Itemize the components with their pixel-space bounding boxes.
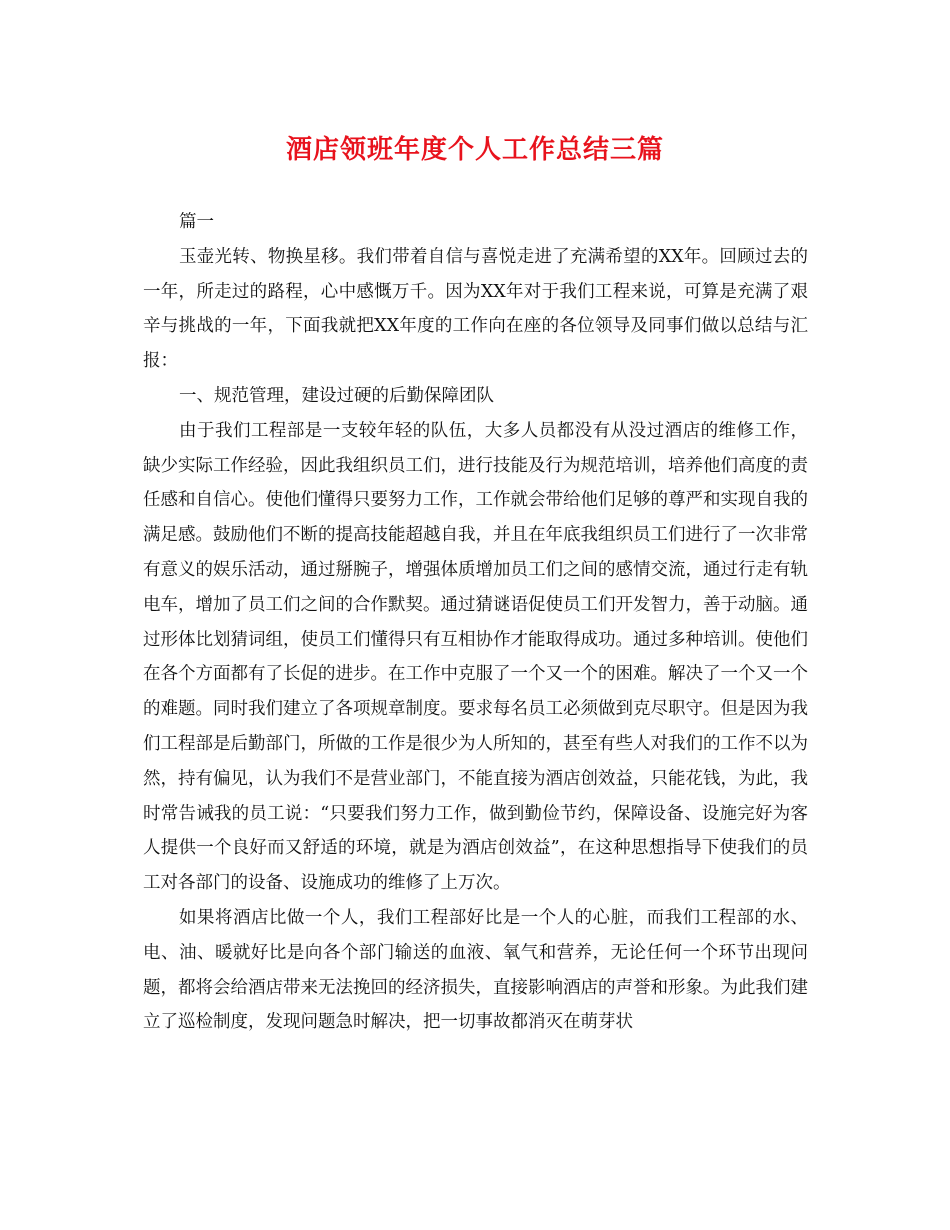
paragraph: 玉壶光转、物换星移。我们带着自信与喜悦走进了充满希望的XX年。回顾过去的一年，所走过的路程，心中感慨万千。因为XX年对于我们工程来说，可算是充满了艰辛与挑战的一年，下面我就把XX年度的工作向在座的各位领导及同事们做以总结与汇报：	[143, 246, 808, 372]
paragraph: 如果将酒店比做一个人，我们工程部好比是一个人的心脏，而我们工程部的水、电、油、暖就好比是向各个部门输送的血液、氧气和营养，无论任何一个环节出现问题，都将会给酒店带来无法挽回的经济损失，直接影响酒店的声誉和形象。为此我们建立了巡检制度，发现问题急时解决，把一切事故都消灭在萌芽状	[143, 907, 808, 1033]
paragraph: 由于我们工程部是一支较年轻的队伍，大多人员都没有从没过酒店的维修工作，缺少实际工作经验，因此我组织员工们，进行技能及行为规范培训，培养他们高度的责任感和自信心。使他们懂得只要努力工作，工作就会带给他们足够的尊严和实现自我的满足感。鼓励他们不断的提高技能超越自我，并且在年底我组织员工们进行了一次非常有意义的娱乐活动，通过掰腕子，增强体质增加员工们之间的感情交流，通过行走有轨电车，增加了员工们之间的合作默契。通过猜谜语促使员工们开发智力，善于动脑。通过形体比划猜词组，使员工们懂得只有互相协作才能取得成功。通过多种培训。使他们在各个方面都有了长促的进步。在工作中克服了一个又一个的困难。解决了一个又一个的难题。同时我们建立了各项规章制度。要求每名员工必须做到克尽职守。但是因为我们工程部是后勤部门，所做的工作是很少为人所知的，甚至有些人对我们的工作不以为然，持有偏见，认为我们不是营业部门，不能直接为酒店创效益，只能花钱，为此，我时常告诫我的员工说：“只要我们努力工作，做到勤俭节约，保障设备、设施完好为客人提供一个良好而又舒适的环境，就是为酒店创效益”，在这种思想指导下使我们的员工对各部门的设备、设施成功的维修了上万次。	[143, 420, 808, 894]
document-title: 酒店领班年度个人工作总结三篇	[285, 135, 664, 165]
section-heading: 篇一	[179, 212, 214, 232]
document-body	[143, 205, 808, 1040]
subsection-heading: 一、规范管理，建设过硬的后勤保障团队	[179, 385, 494, 406]
